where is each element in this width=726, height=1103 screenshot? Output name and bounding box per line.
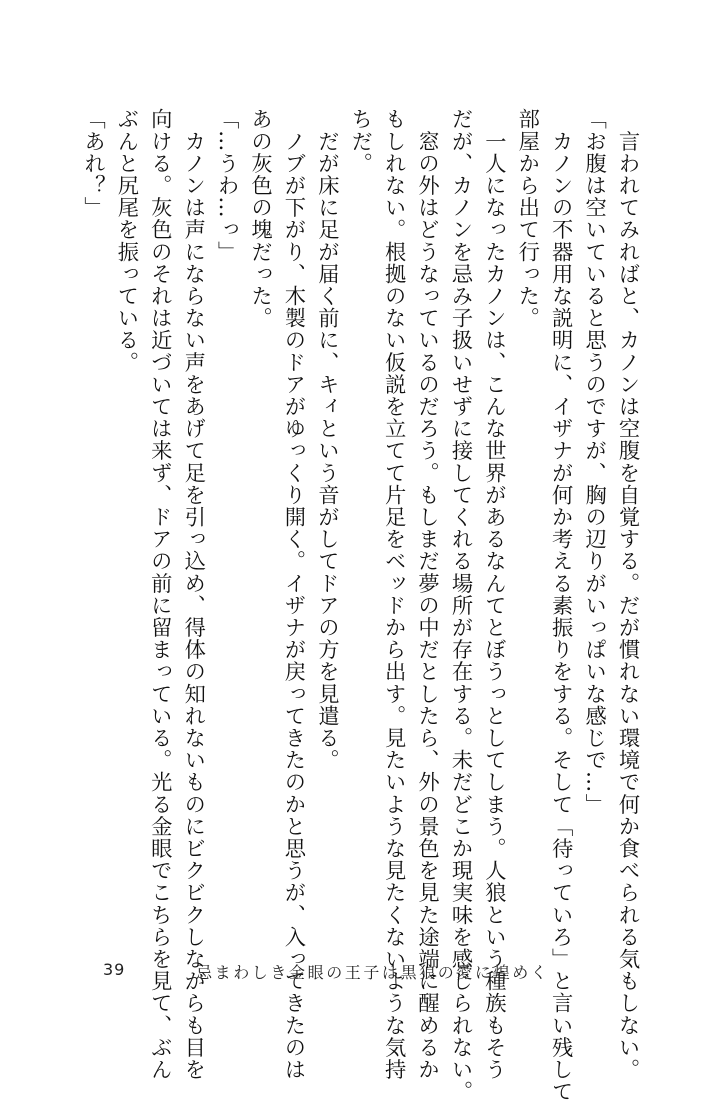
book-title: 忌まわしき金眼の王子は黒狼の愛に煌めく — [196, 963, 550, 982]
text-line: ぶんと尻尾を振っている。 — [113, 108, 139, 374]
text-line: もしれない。根拠のない仮説を立てて片足をベッドから出す。見たいような見たくないような気持 — [381, 108, 407, 1081]
text-line: カノンの不器用な説明に、イザナが何か考える素振りをする。そして「待っていろ」と言い残して — [548, 108, 574, 1103]
text-line: ノブが下がり、木製のドアがゆっくり開く。イザナが戻ってきたのかと思うが、入ってきたのは — [280, 108, 306, 1081]
page-number: 39 — [103, 960, 126, 979]
text-line: だが床に足が届く前に、キィという音がしてドアの方を見遣る。 — [314, 108, 340, 771]
text-line: 窓の外はどうなっているのだろう。もしまだ夢の中だとしたら、外の景色を見た途端に醒めるか — [414, 108, 440, 1081]
text-line: あの灰色の塊だった。 — [247, 108, 273, 329]
text-line: だが、カノンを忌み子扱いせずに接してくれる場所が存在する。未だどこか現実味を感じられない。 — [447, 108, 473, 1103]
text-line: 言われてみればと、カノンは空腹を自覚する。だが慣れない環境で何か食べられる気もしない。 — [615, 108, 640, 1081]
text-line: 「…うわ…っ」 — [214, 108, 240, 263]
text-line: 「あれ？」 — [80, 108, 106, 219]
text-line: 向ける。灰色のそれは近づいては来ず、ドアの前に留まっている。光る金眼でこちらを見て、ぶん — [147, 108, 173, 1081]
text-line: ちだ。 — [347, 108, 373, 175]
text-line: 「お腹は空いていると思うのですが、胸の辺りがいっぱいな感じで…」 — [581, 108, 607, 816]
text-line: カノンは声にならない声をあげて足を引っ込め、得体の知れないものにビクビクしながらも目を — [180, 108, 206, 1081]
text-line: 一人になったカノンは、こんな世界があるなんてとぼうっとしてしまう。人狼という種族もそう — [481, 108, 507, 1081]
text-line: 部屋から出て行った。 — [514, 108, 540, 329]
